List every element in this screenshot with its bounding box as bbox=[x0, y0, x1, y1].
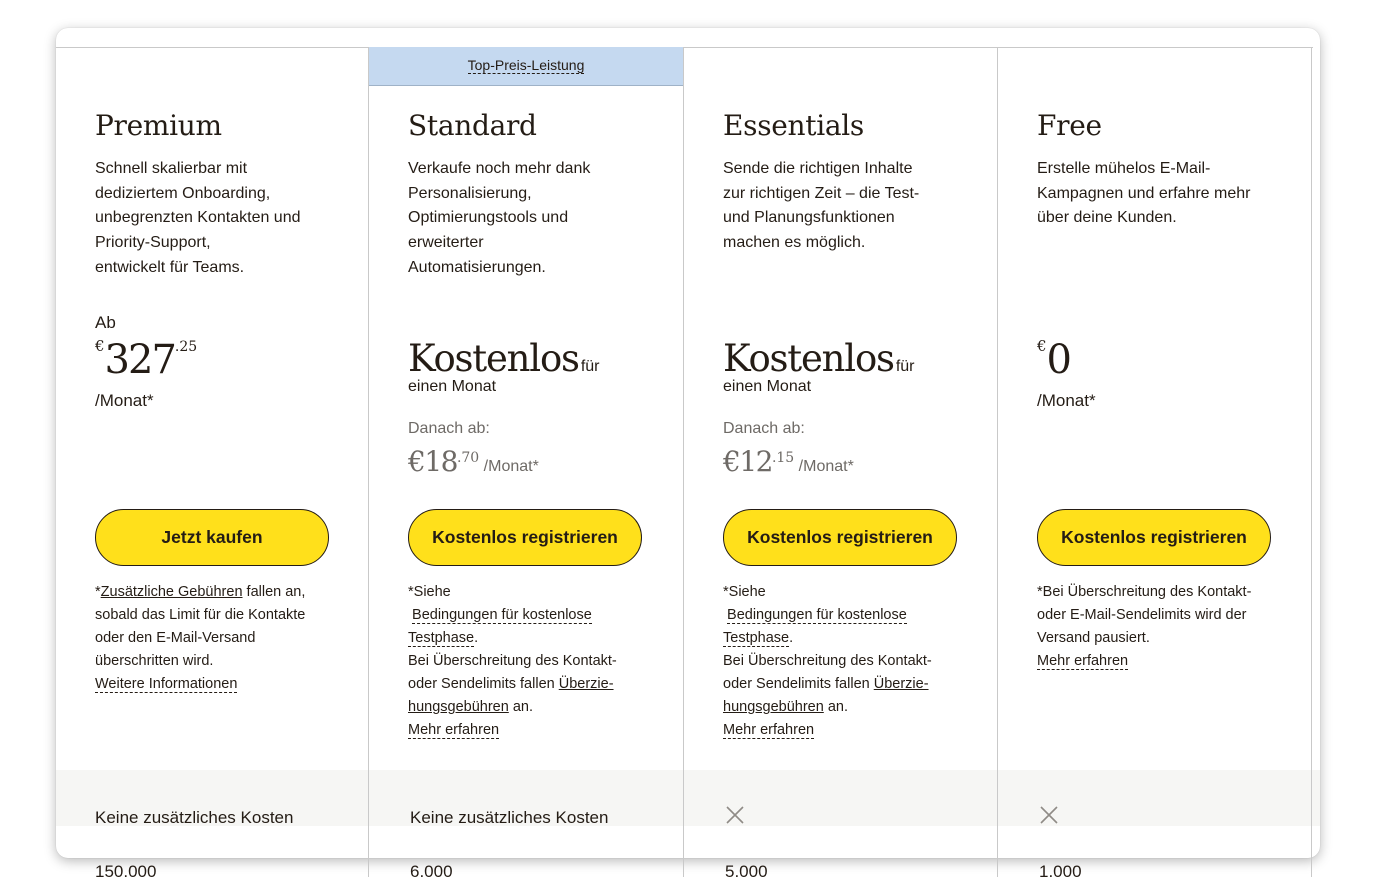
best-value-badge bbox=[369, 47, 683, 86]
plan-price: €327.25 bbox=[95, 337, 198, 383]
plan-footnote: *Bei Überschreitung des Kontakt- oder E-Mail-Sendelimits wird der Versand pausiert. Mehr erfahren bbox=[1037, 584, 1252, 669]
plan-price: €0 bbox=[1037, 337, 1070, 383]
contacts-count: 150.000 bbox=[95, 862, 157, 881]
trial-duration: einen Monat bbox=[723, 378, 812, 395]
free-highlight: Kostenlos bbox=[408, 337, 579, 380]
overage-fees-link[interactable]: Überzie-hungsgebühren bbox=[723, 676, 929, 715]
learn-more-link[interactable]: Mehr erfahren bbox=[1037, 653, 1129, 669]
trial-offer: Kostenlos für bbox=[408, 337, 600, 380]
register-free-button[interactable]: Kostenlos registrieren bbox=[408, 509, 642, 566]
feature-cell-extra-costs: Keine zusätzliches Kosten bbox=[95, 808, 294, 827]
plan-description: Erstelle mühelos E-Mail- Kampagnen und erfahre mehr über deine Kunden. bbox=[1037, 160, 1251, 227]
contacts-count: 6.000 bbox=[410, 862, 453, 881]
trial-terms-link[interactable]: Bedingungen für kostenlose Testphase bbox=[408, 607, 592, 646]
plan-column-premium bbox=[56, 47, 371, 881]
plan-column-free bbox=[997, 47, 1312, 881]
trial-terms-link[interactable]: Bedingungen für kostenlose Testphase bbox=[723, 607, 907, 646]
price-period: /Monat* bbox=[1037, 391, 1096, 410]
after-trial-label: Danach ab: bbox=[723, 420, 805, 437]
trial-offer: Kostenlos für bbox=[723, 337, 915, 380]
feature-cell-extra-costs: Keine zusätzliches Kosten bbox=[410, 808, 609, 827]
plan-footnote: *Zusätzliche Gebühren fallen an, sobald das Limit für die Kontakte oder den E-Mail-Versand überschritten wird. Weitere Informationen bbox=[95, 584, 306, 692]
plan-column-essentials bbox=[683, 47, 998, 881]
contacts-count: 1.000 bbox=[1039, 862, 1082, 881]
register-free-button[interactable]: Kostenlos registrieren bbox=[1037, 509, 1271, 566]
learn-more-link[interactable]: Mehr erfahren bbox=[408, 722, 500, 738]
plan-name: Essentials bbox=[723, 109, 865, 142]
plan-footnote: *Siehe Bedingungen für kostenlose Testphase. Bei Überschreitung des Kontakt- oder Sendelimits fallen Überzie-hungsgebühren an. Mehr erfahren bbox=[408, 584, 617, 738]
plan-name: Free bbox=[1037, 109, 1102, 142]
overage-fees-link[interactable]: Überzie-hungsgebühren bbox=[408, 676, 614, 715]
plan-column-standard bbox=[368, 47, 683, 881]
pricing-table bbox=[56, 28, 1320, 881]
additional-fees-link[interactable]: Zusätzliche Gebühren bbox=[100, 584, 243, 600]
column-border bbox=[684, 47, 999, 48]
after-trial-price: €18.70 /Monat* bbox=[408, 445, 539, 478]
column-border bbox=[56, 47, 371, 48]
free-highlight: Kostenlos bbox=[723, 337, 894, 380]
trial-duration: einen Monat bbox=[408, 378, 497, 395]
contacts-count: 5.000 bbox=[725, 862, 768, 881]
after-trial-price: €12.15 /Monat* bbox=[723, 445, 854, 478]
learn-more-link[interactable]: Mehr erfahren bbox=[723, 722, 815, 738]
plan-description: Sende die richtigen Inhalte zur richtigen Zeit – die Test- und Planungsfunktionen machen es möglich. bbox=[723, 160, 920, 252]
register-free-button[interactable]: Kostenlos registrieren bbox=[723, 509, 957, 566]
after-trial-label: Danach ab: bbox=[408, 420, 490, 437]
x-icon bbox=[725, 805, 745, 825]
buy-now-button[interactable]: Jetzt kaufen bbox=[95, 509, 329, 566]
plan-description: Schnell skalierbar mit dediziertem Onboarding, unbegrenzten Kontakten und Priority-Support, entwickelt für Teams. bbox=[95, 160, 301, 276]
plan-name: Standard bbox=[408, 109, 537, 142]
price-period: /Monat* bbox=[95, 391, 154, 410]
column-border bbox=[998, 47, 1313, 48]
price-prefix: Ab bbox=[95, 313, 116, 332]
x-icon bbox=[1039, 805, 1059, 825]
plan-name: Premium bbox=[95, 109, 222, 142]
best-value-label[interactable]: Top-Preis-Leistung bbox=[467, 57, 585, 73]
plan-footnote: *Siehe Bedingungen für kostenlose Testphase. Bei Überschreitung des Kontakt- oder Sendelimits fallen Überzie-hungsgebühren an. Mehr erfahren bbox=[723, 584, 932, 738]
plan-description: Verkaufe noch mehr dank Personalisierung, Optimierungstools und erweiterter Automatisierungen. bbox=[408, 160, 591, 276]
more-info-link[interactable]: Weitere Informationen bbox=[95, 676, 238, 692]
